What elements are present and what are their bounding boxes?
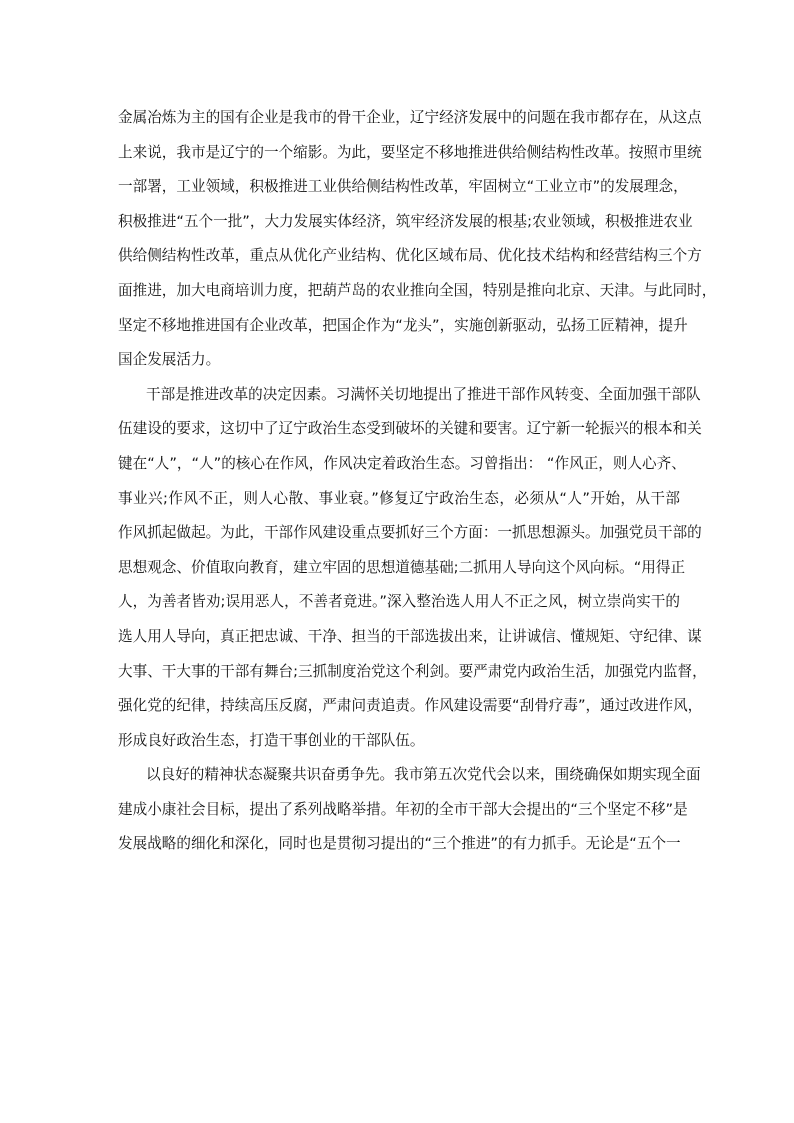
paragraph-2-line-10: 强化党的纪律，持续高压反腐，严肃问责追责。作风建设需要“刮骨疗毒”，通过改进作风，: [118, 697, 703, 715]
paragraph-1-line-7: 坚定不移地推进国有企业改革，把国企作为“龙头”，实施创新驱动，弘扬工匠精神，提升: [118, 316, 688, 334]
paragraph-1-line-3: 一部署，工业领域，积极推进工业供给侧结构性改革，牢固树立“工业立市”的发展理念，: [118, 178, 688, 196]
paragraph-2-line-8: 选人用人导向，真正把忠诚、干净、担当的干部选拔出来，让讲诚信、懂规矩、守纪律、谋: [118, 627, 702, 645]
paragraph-1-line-5: 供给侧结构性改革，重点从优化产业结构、优化区域布局、优化技术结构和经营结构三个方: [118, 247, 702, 265]
paragraph-3-line-2: 建成小康社会目标，提出了系列战略举措。年初的全市干部大会提出的“三个坚定不移”是: [118, 800, 688, 818]
paragraph-1-line-1: 金属冶炼为主的国有企业是我市的骨干企业，辽宁经济发展中的问题在我市都存在，从这点: [118, 109, 702, 126]
paragraph-2-line-3: 键在“人”，“人”的核心在作风，作风决定着政治生态。习曾指出： “作风正，则人心齐、: [118, 454, 686, 472]
paragraph-1-line-4: 积极推进“五个一批”，大力发展实体经济，筑牢经济发展的根基;农业领域，积极推进农业: [118, 212, 693, 230]
paragraph-1-line-8: 国企发展活力。: [118, 351, 221, 369]
paragraph-3-line-3: 发展战略的细化和深化，同时也是贯彻习提出的“三个推进”的有力抓手。无论是“五个一: [118, 835, 681, 853]
paragraph-2-line-9: 大事、干大事的干部有舞台;三抓制度治党这个利剑。要严肃党内政治生活，加强党内监督，: [118, 662, 707, 680]
paragraph-3-line-1: 以良好的精神状态凝聚共识奋勇争先。我市第五次党代会以来，围绕确保如期实现全面: [146, 766, 701, 784]
paragraph-2-line-7: 人，为善者皆劝;误用恶人，不善者竟进。”深入整治选人用人不正之风，树立崇尚实干的: [118, 593, 680, 611]
paragraph-2-line-1: 干部是推进改革的决定因素。习满怀关切地提出了推进干部作风转变、全面加强干部队: [146, 385, 701, 403]
paragraph-2-line-2: 伍建设的要求，这切中了辽宁政治生态受到破坏的关键和要害。辽宁新一轮振兴的根本和关: [118, 420, 702, 438]
paragraph-1-line-2: 上来说，我市是辽宁的一个缩影。为此，要坚定不移地推进供给侧结构性改革。按照市里统: [118, 143, 702, 161]
paragraph-1-line-6: 面推进，加大电商培训力度，把葫芦岛的农业推向全国，特别是推向北京、天津。与此同时，: [118, 281, 717, 299]
paragraph-2-line-6: 思想观念、价值取向教育，建立牢固的思想道德基础;二抓用人导向这个风向标。“用得正: [118, 558, 686, 576]
paragraph-2-line-5: 作风抓起做起。为此，干部作风建设重点要抓好三个方面：一抓思想源头。加强党员干部的: [118, 524, 702, 542]
paragraph-2-line-11: 形成良好政治生态，打造干事创业的干部队伍。: [118, 731, 425, 749]
document-body: [118, 104, 717, 865]
paragraph-2-line-4: 事业兴;作风不正，则人心散、事业衰。”修复辽宁政治生态，必须从“人”开始，从干部: [118, 489, 680, 507]
